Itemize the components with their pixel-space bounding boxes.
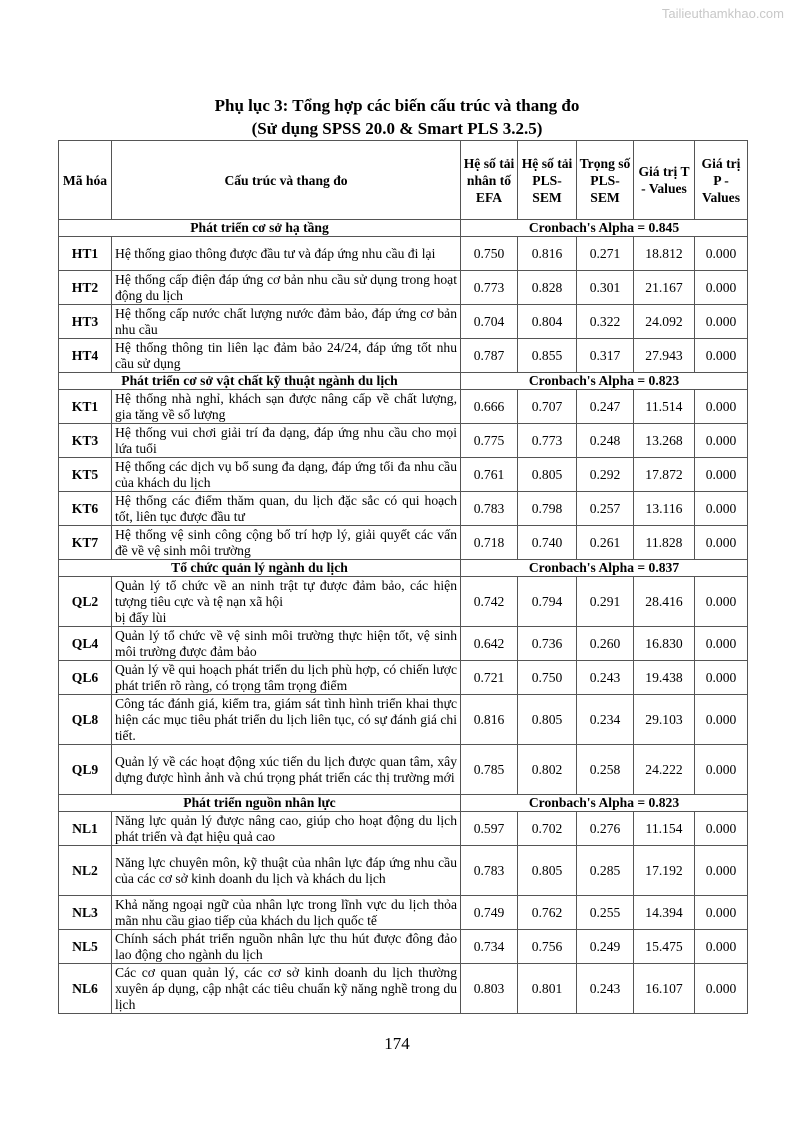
pls-weight: 0.292 — [577, 458, 634, 492]
pls-weight: 0.243 — [577, 964, 634, 1014]
item-description: Quản lý về qui hoạch phát triển du lịch phù hợp, có chiến lược phát triển rõ ràng, có trọng tâm trọng điểm — [112, 661, 461, 695]
section-name: Tổ chức quản lý ngành du lịch — [59, 560, 461, 577]
section-row — [59, 373, 748, 390]
efa-loading: 0.816 — [461, 695, 518, 745]
pls-loading: 0.756 — [518, 930, 577, 964]
table-row — [59, 458, 748, 492]
table-row — [59, 627, 748, 661]
efa-loading: 0.803 — [461, 964, 518, 1014]
item-code: NL1 — [59, 812, 112, 846]
table-body — [59, 220, 748, 1014]
item-code: KT7 — [59, 526, 112, 560]
pls-weight: 0.276 — [577, 812, 634, 846]
p-value: 0.000 — [695, 745, 748, 795]
p-value: 0.000 — [695, 846, 748, 896]
table-row — [59, 964, 748, 1014]
pls-loading: 0.816 — [518, 237, 577, 271]
item-code: HT3 — [59, 305, 112, 339]
t-value: 21.167 — [634, 271, 695, 305]
pls-weight: 0.243 — [577, 661, 634, 695]
section-row — [59, 220, 748, 237]
section-name: Phát triển cơ sở vật chất kỹ thuật ngành du lịch — [59, 373, 461, 390]
header-code: Mã hóa — [59, 141, 112, 220]
t-value: 24.222 — [634, 745, 695, 795]
efa-loading: 0.785 — [461, 745, 518, 795]
constructs-table — [58, 140, 748, 1014]
pls-weight: 0.257 — [577, 492, 634, 526]
pls-loading: 0.828 — [518, 271, 577, 305]
pls-weight: 0.255 — [577, 896, 634, 930]
pls-loading: 0.773 — [518, 424, 577, 458]
item-code: HT2 — [59, 271, 112, 305]
efa-loading: 0.749 — [461, 896, 518, 930]
pls-weight: 0.261 — [577, 526, 634, 560]
efa-loading: 0.783 — [461, 492, 518, 526]
item-description: Hệ thống cấp nước chất lượng nước đảm bảo, đáp ứng cơ bản nhu cầu — [112, 305, 461, 339]
table-row — [59, 271, 748, 305]
item-code: QL9 — [59, 745, 112, 795]
pls-loading: 0.804 — [518, 305, 577, 339]
header-pls-weight: Trọng số PLS-SEM — [577, 141, 634, 220]
pls-loading: 0.736 — [518, 627, 577, 661]
efa-loading: 0.642 — [461, 627, 518, 661]
table-row — [59, 812, 748, 846]
pls-weight: 0.301 — [577, 271, 634, 305]
pls-weight: 0.249 — [577, 930, 634, 964]
p-value: 0.000 — [695, 930, 748, 964]
item-code: QL6 — [59, 661, 112, 695]
section-name: Phát triển nguồn nhân lực — [59, 795, 461, 812]
pls-loading: 0.750 — [518, 661, 577, 695]
section-name: Phát triển cơ sở hạ tầng — [59, 220, 461, 237]
p-value: 0.000 — [695, 812, 748, 846]
p-value: 0.000 — [695, 458, 748, 492]
cronbach-alpha: Cronbach's Alpha = 0.845 — [461, 220, 748, 237]
t-value: 27.943 — [634, 339, 695, 373]
table-row — [59, 305, 748, 339]
item-description: Hệ thống vui chơi giải trí đa dạng, đáp ứng nhu cầu cho mọi lứa tuổi — [112, 424, 461, 458]
section-row — [59, 560, 748, 577]
p-value: 0.000 — [695, 305, 748, 339]
pls-loading: 0.805 — [518, 695, 577, 745]
pls-loading: 0.740 — [518, 526, 577, 560]
item-code: NL2 — [59, 846, 112, 896]
p-value: 0.000 — [695, 526, 748, 560]
item-description: Hệ thống thông tin liên lạc đảm bảo 24/24, đáp ứng tốt nhu cầu sử dụng — [112, 339, 461, 373]
pls-weight: 0.258 — [577, 745, 634, 795]
item-code: HT1 — [59, 237, 112, 271]
item-code: KT3 — [59, 424, 112, 458]
table-row — [59, 237, 748, 271]
p-value: 0.000 — [695, 237, 748, 271]
cronbach-alpha: Cronbach's Alpha = 0.823 — [461, 373, 748, 390]
table-row — [59, 846, 748, 896]
efa-loading: 0.742 — [461, 577, 518, 627]
p-value: 0.000 — [695, 492, 748, 526]
item-code: QL4 — [59, 627, 112, 661]
item-description: Hệ thống các điểm thăm quan, du lịch đặc sắc có qui hoạch tốt, liên tục được đầu tư — [112, 492, 461, 526]
item-description: Hệ thống các dịch vụ bổ sung đa dạng, đáp ứng tối đa nhu cầu của khách du lịch — [112, 458, 461, 492]
page-title: Phụ lục 3: Tổng hợp các biến cấu trúc và thang đo — [214, 96, 580, 115]
efa-loading: 0.597 — [461, 812, 518, 846]
cronbach-alpha: Cronbach's Alpha = 0.823 — [461, 795, 748, 812]
item-description: Hệ thống nhà nghỉ, khách sạn được nâng cấp về chất lượng, gia tăng về số lượng — [112, 390, 461, 424]
efa-loading: 0.718 — [461, 526, 518, 560]
pls-weight: 0.322 — [577, 305, 634, 339]
item-code: NL5 — [59, 930, 112, 964]
t-value: 28.416 — [634, 577, 695, 627]
t-value: 11.154 — [634, 812, 695, 846]
table-row — [59, 526, 748, 560]
p-value: 0.000 — [695, 695, 748, 745]
item-description: Quản lý về các hoạt động xúc tiến du lịch được quan tâm, xây dựng được hình ảnh và chú trọng phát triển các thị trường mới — [112, 745, 461, 795]
pls-weight: 0.291 — [577, 577, 634, 627]
pls-weight: 0.271 — [577, 237, 634, 271]
item-description: Năng lực quản lý được nâng cao, giúp cho hoạt động du lịch phát triển và đạt hiệu quả cao — [112, 812, 461, 846]
pls-loading: 0.762 — [518, 896, 577, 930]
efa-loading: 0.775 — [461, 424, 518, 458]
item-code: NL3 — [59, 896, 112, 930]
efa-loading: 0.787 — [461, 339, 518, 373]
t-value: 18.812 — [634, 237, 695, 271]
t-value: 16.830 — [634, 627, 695, 661]
pls-loading: 0.794 — [518, 577, 577, 627]
item-description: Các cơ quan quản lý, các cơ sở kinh doanh du lịch thường xuyên áp dụng, cập nhật các tiêu chuẩn kỹ năng nghề trong du lịch — [112, 964, 461, 1014]
t-value: 13.116 — [634, 492, 695, 526]
p-value: 0.000 — [695, 627, 748, 661]
watermark: Tailieuthamkhao.com — [661, 6, 784, 21]
item-description: Hệ thống cấp điện đáp ứng cơ bản nhu cầu sử dụng trong hoạt động du lịch — [112, 271, 461, 305]
pls-loading: 0.702 — [518, 812, 577, 846]
efa-loading: 0.783 — [461, 846, 518, 896]
efa-loading: 0.704 — [461, 305, 518, 339]
pls-loading: 0.707 — [518, 390, 577, 424]
header-efa: Hệ số tải nhân tố EFA — [461, 141, 518, 220]
item-description: Năng lực chuyên môn, kỹ thuật của nhân lực đáp ứng nhu cầu của các cơ sở kinh doanh du lịch và khách du lịch — [112, 846, 461, 896]
table-row — [59, 745, 748, 795]
p-value: 0.000 — [695, 424, 748, 458]
item-description: Hệ thống giao thông được đầu tư và đáp ứng nhu cầu đi lại — [112, 237, 461, 271]
item-code: QL2 — [59, 577, 112, 627]
p-value: 0.000 — [695, 964, 748, 1014]
pls-loading: 0.805 — [518, 458, 577, 492]
table-row — [59, 695, 748, 745]
page-subtitle: (Sử dụng SPSS 20.0 & Smart PLS 3.2.5) — [251, 119, 543, 138]
table-row — [59, 930, 748, 964]
item-description: Chính sách phát triển nguồn nhân lực thu hút được đông đảo lao động cho ngành du lịch — [112, 930, 461, 964]
t-value: 19.438 — [634, 661, 695, 695]
t-value: 16.107 — [634, 964, 695, 1014]
item-description: Khả năng ngoại ngữ của nhân lực trong lĩnh vực du lịch thỏa mãn nhu cầu giao tiếp của khách du lịch quốc tế — [112, 896, 461, 930]
p-value: 0.000 — [695, 661, 748, 695]
t-value: 29.103 — [634, 695, 695, 745]
header-p-values: Giá trị P - Values — [695, 141, 748, 220]
t-value: 11.828 — [634, 526, 695, 560]
p-value: 0.000 — [695, 390, 748, 424]
item-description: Quản lý tổ chức về an ninh trật tự được đảm bảo, các hiện tượng tiêu cực và tệ nạn xã hội bị đẩy lùi — [112, 577, 461, 627]
efa-loading: 0.734 — [461, 930, 518, 964]
pls-weight: 0.285 — [577, 846, 634, 896]
item-description: Quản lý tổ chức về vệ sinh môi trường thực hiện tốt, vệ sinh môi trường được đảm bảo — [112, 627, 461, 661]
table-row — [59, 339, 748, 373]
pls-loading: 0.855 — [518, 339, 577, 373]
p-value: 0.000 — [695, 339, 748, 373]
item-code: KT1 — [59, 390, 112, 424]
p-value: 0.000 — [695, 577, 748, 627]
table-row — [59, 424, 748, 458]
header-construct: Cấu trúc và thang đo — [112, 141, 461, 220]
p-value: 0.000 — [695, 896, 748, 930]
table-header-row — [59, 141, 748, 220]
section-row — [59, 795, 748, 812]
pls-loading: 0.802 — [518, 745, 577, 795]
item-code: KT6 — [59, 492, 112, 526]
item-description: Công tác đánh giá, kiểm tra, giám sát tình hình triển khai thực hiện các mục tiêu phát triển du lịch liên tục, có sự đánh giá chi tiết. — [112, 695, 461, 745]
pls-weight: 0.260 — [577, 627, 634, 661]
t-value: 24.092 — [634, 305, 695, 339]
page-number: 174 — [384, 1034, 410, 1053]
t-value: 14.394 — [634, 896, 695, 930]
efa-loading: 0.666 — [461, 390, 518, 424]
pls-weight: 0.247 — [577, 390, 634, 424]
efa-loading: 0.761 — [461, 458, 518, 492]
t-value: 15.475 — [634, 930, 695, 964]
efa-loading: 0.773 — [461, 271, 518, 305]
table-row — [59, 896, 748, 930]
t-value: 17.192 — [634, 846, 695, 896]
pls-weight: 0.317 — [577, 339, 634, 373]
item-code: QL8 — [59, 695, 112, 745]
t-value: 17.872 — [634, 458, 695, 492]
table-row — [59, 661, 748, 695]
pls-weight: 0.248 — [577, 424, 634, 458]
item-description: Hệ thống vệ sinh công cộng bố trí hợp lý, giải quyết các vấn đề về vệ sinh môi trường — [112, 526, 461, 560]
item-code: NL6 — [59, 964, 112, 1014]
cronbach-alpha: Cronbach's Alpha = 0.837 — [461, 560, 748, 577]
table-row — [59, 390, 748, 424]
header-t-values: Giá trị T - Values — [634, 141, 695, 220]
t-value: 13.268 — [634, 424, 695, 458]
efa-loading: 0.750 — [461, 237, 518, 271]
pls-weight: 0.234 — [577, 695, 634, 745]
table-row — [59, 577, 748, 627]
efa-loading: 0.721 — [461, 661, 518, 695]
table-row — [59, 492, 748, 526]
pls-loading: 0.805 — [518, 846, 577, 896]
t-value: 11.514 — [634, 390, 695, 424]
p-value: 0.000 — [695, 271, 748, 305]
pls-loading: 0.801 — [518, 964, 577, 1014]
item-code: KT5 — [59, 458, 112, 492]
header-pls-loading: Hệ số tải PLS-SEM — [518, 141, 577, 220]
item-code: HT4 — [59, 339, 112, 373]
pls-loading: 0.798 — [518, 492, 577, 526]
